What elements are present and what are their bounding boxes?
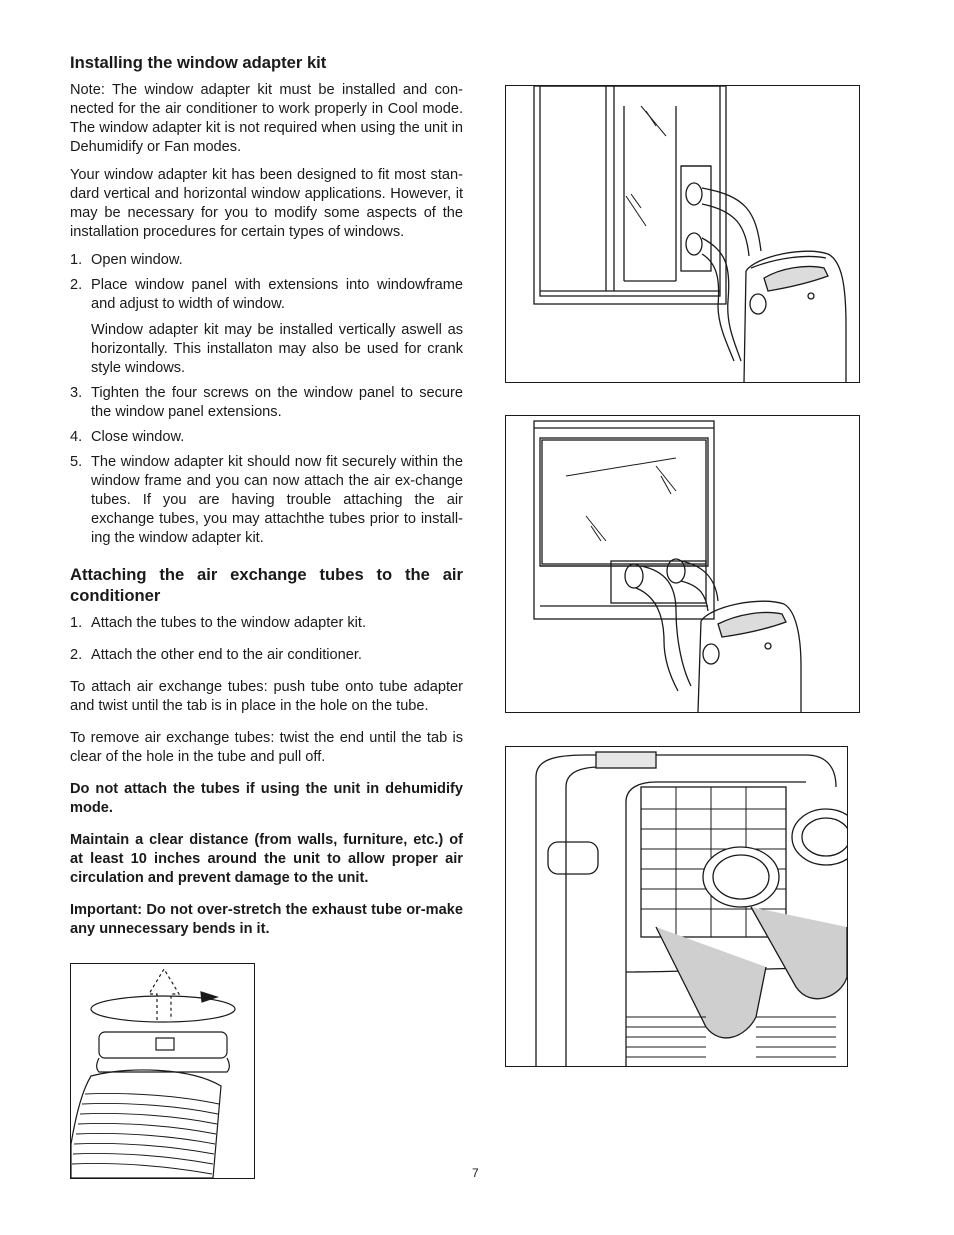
figure-tube-twist (70, 963, 255, 1179)
unit-tubes-illustration (506, 747, 847, 1066)
heading-window-adapter-kit: Installing the window adapter kit (70, 53, 327, 72)
heading-attaching-tubes: Attaching the air exchange tubes to the air conditioner (70, 565, 463, 605)
warning-clearance: Maintain a clear distance (from walls, furniture, etc.) of at least 10 inches around the unit to allow proper air circulation and prevent damage to the unit. (70, 832, 463, 886)
install-steps (70, 251, 463, 548)
intro-paragraph: Your window adapter kit has been designed to fit most stan-dard vertical and horizontal window applications. However, it may be necessary for you to modify some aspects of the installation procedures for certain types of windows. (70, 167, 463, 240)
step-item: 2. Attach the other end to the air conditioner. (70, 647, 362, 663)
step-item: 5. The window adapter kit should now fit securely within the window frame and you can now attach the air ex-change tubes. If you are having trouble attaching the air exchange tubes, you may attachthe tubes prior to install-ing the window adapter kit. (70, 454, 463, 546)
note-paragraph: Note: The window adapter kit must be installed and con-nected for the air conditioner to work properly in Cool mode. The window adapter kit is not required when using the unit in Dehumidify or Fan modes. (70, 82, 463, 155)
step-item: 1. Attach the tubes to the window adapter kit. (70, 615, 367, 631)
tube-twist-illustration (71, 964, 254, 1178)
warning-dehumidify: Do not attach the tubes if using the unit in dehumidify mode. (70, 781, 463, 816)
step-sub-note: Window adapter kit may be installed vertically aswell as horizontally. This installaton may also be used for crank style windows. (91, 322, 463, 376)
page-number: 7 (472, 1166, 479, 1180)
figure-vertical-window (505, 85, 860, 383)
figure-unit-with-tubes (505, 746, 848, 1067)
step-item: 1. Open window. (70, 252, 183, 268)
step-item: 3. Tighten the four screws on the window panel to secure the window panel extensions. (70, 385, 463, 420)
remove-paragraph: To remove air exchange tubes: twist the end until the tab is clear of the hole in the tube and pull off. (70, 730, 463, 765)
text-column (70, 52, 463, 948)
attach-paragraph: To attach air exchange tubes: push tube onto tube adapter and twist until the tab is in place in the hole on the tube. (70, 679, 463, 714)
step-item: 2. Place window panel with extensions into windowframe and adjust to width of window. Window adapter kit may be installed vertically aswell as horizontally. This installaton may also be used for crank style windows. (70, 277, 463, 376)
figure-horizontal-window (505, 415, 860, 713)
warning-overstretch: Important: Do not over-stretch the exhaust tube or-make any unnecessary bends in it. (70, 902, 463, 937)
step-item: 4. Close window. (70, 429, 185, 445)
attach-steps (70, 614, 463, 665)
vertical-window-illustration (506, 86, 859, 382)
horizontal-window-illustration (506, 416, 859, 712)
